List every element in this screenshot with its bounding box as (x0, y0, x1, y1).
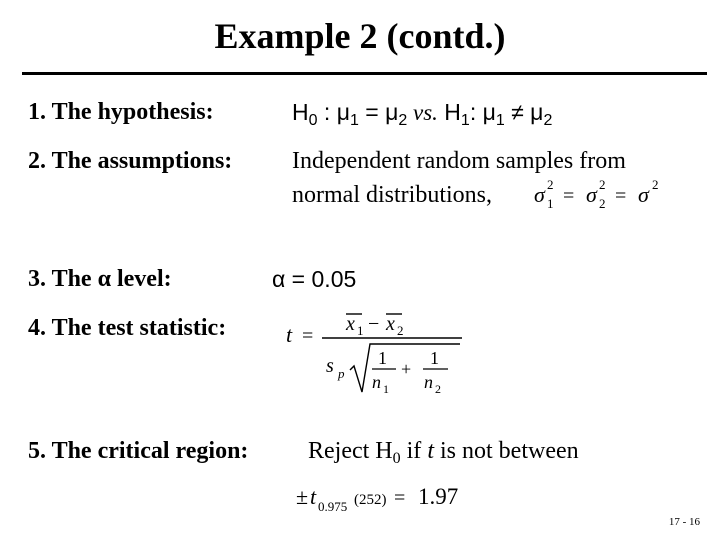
test-statistic-label: 4. The test statistic: (28, 315, 227, 341)
svg-text:=: = (615, 185, 627, 207)
slide-title: Example 2 (contd.) (214, 16, 506, 56)
svg-text:=: = (394, 487, 406, 509)
svg-text:=: = (302, 325, 314, 347)
svg-text:p: p (338, 366, 345, 381)
svg-text:s: s (326, 355, 334, 377)
assumptions-label: 2. The assumptions: (28, 148, 233, 174)
svg-text:2: 2 (599, 177, 606, 192)
svg-text:n: n (372, 372, 381, 392)
svg-text:−: − (368, 313, 380, 335)
svg-text:2: 2 (435, 382, 441, 396)
svg-text:2: 2 (599, 196, 606, 211)
svg-text:(252): (252) (354, 492, 387, 508)
svg-text:x: x (386, 313, 395, 335)
assumptions-line-2: normal distributions, (292, 182, 492, 208)
svg-text:σ: σ (586, 182, 597, 207)
assumptions-line-1: Independent random samples from (292, 148, 626, 174)
svg-text:±: ± (296, 484, 309, 509)
title-divider (22, 72, 707, 75)
svg-text:t: t (310, 484, 317, 509)
critical-region-label: 5. The critical region: (28, 438, 249, 464)
page-number: 17 - 16 (668, 516, 700, 528)
hypothesis-formula: $H_0$ : $\mu_1 = \mu_2$ vs. $H_1$: $\mu_1 \ne \mu_2$ (292, 99, 553, 129)
svg-text:σ: σ (534, 182, 545, 207)
svg-text:1: 1 (378, 348, 387, 368)
test-statistic-formula (282, 308, 472, 400)
critical-region-text: Reject $H_0$ if t is not between (308, 438, 579, 467)
svg-text:σ: σ (638, 182, 649, 207)
svg-text:x: x (346, 313, 355, 335)
svg-text:2: 2 (652, 177, 659, 192)
alpha-label: 3. The α level: (28, 266, 172, 292)
svg-text:0.975: 0.975 (318, 499, 348, 514)
svg-text:1: 1 (383, 382, 389, 396)
svg-text:=: = (563, 185, 575, 207)
critical-value-formula (294, 478, 484, 518)
svg-text:1: 1 (430, 348, 439, 368)
svg-text:1: 1 (547, 196, 554, 211)
svg-text:1.97: 1.97 (418, 484, 459, 509)
svg-text:n: n (424, 372, 433, 392)
equal-variance-formula (532, 176, 672, 212)
svg-text:2: 2 (397, 323, 404, 338)
svg-text:2: 2 (547, 177, 554, 192)
hypothesis-label: 1. The hypothesis: (28, 99, 214, 125)
svg-text:+: + (401, 359, 412, 379)
alpha-value: α = 0.05 (272, 266, 357, 292)
svg-text:1: 1 (357, 323, 364, 338)
svg-text:t: t (286, 322, 293, 347)
